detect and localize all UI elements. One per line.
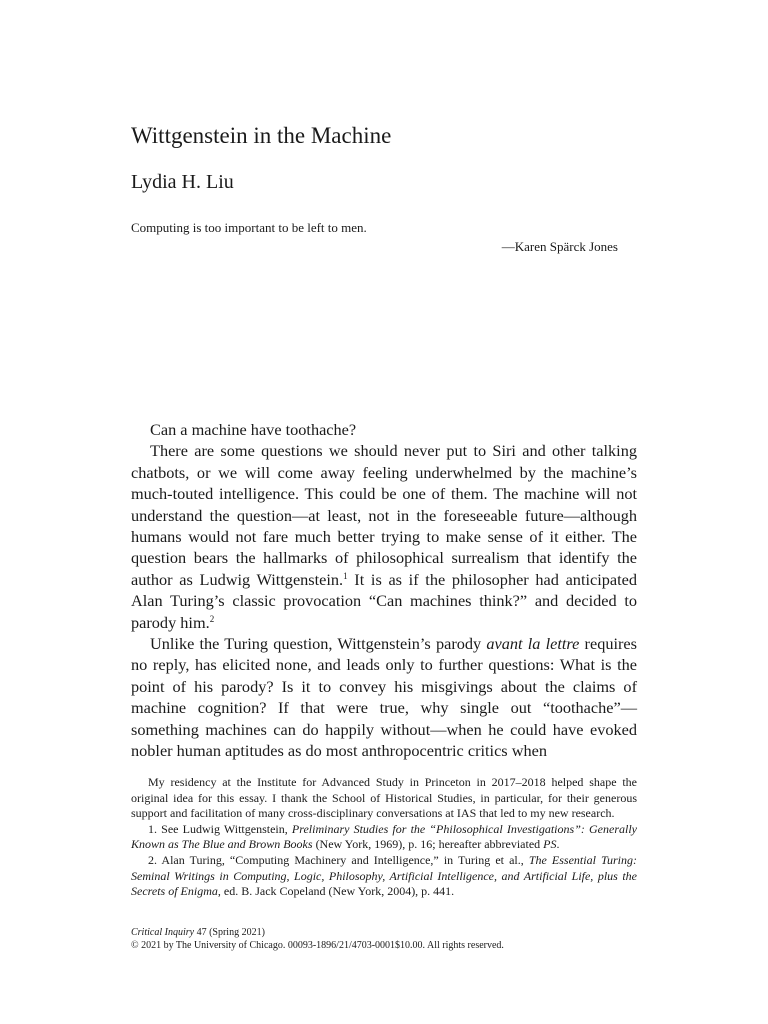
body-paragraph-2 bbox=[131, 440, 637, 633]
body-paragraph-3 bbox=[131, 633, 637, 761]
epigraph-quote: Computing is too important to be left to men. bbox=[131, 220, 367, 235]
footnote-2-end: , ed. B. Jack Copeland (New York, 2004), p. 441. bbox=[217, 884, 455, 899]
footnote-ref-1[interactable]: 1 bbox=[343, 570, 348, 581]
epigraph bbox=[131, 219, 618, 255]
article-body bbox=[131, 419, 637, 762]
footnote-1-prefix: 1. See Ludwig Wittgenstein, bbox=[148, 821, 292, 836]
body-paragraph-3-text: Unlike the Turing question, Wittgenstein’s parody bbox=[150, 634, 487, 654]
footnote-2-title: The Essential Turing: Seminal Writings in Computing, Logic, Philosophy, Artificial Intelligence, and Artificial Life, plus the Secrets of Enigma bbox=[131, 852, 637, 899]
footnote-1-middle: (New York, 1969), p. 16; hereafter abbreviated bbox=[312, 837, 544, 852]
footnotes bbox=[131, 775, 637, 900]
journal-issue: 47 (Spring 2021) bbox=[194, 927, 265, 938]
body-paragraph-2-text: There are some questions we should never put to Siri and other talking chatbots, or we will come away feeling underwhelmed by the machine’s much-touted intelligence. This could be one of them. The machine will not understand the question—at least, not in the foreseeable future—although humans would not fare much better trying to make sense of it either. The question bears the hallmarks of philosophical surrealism that identify the author as Ludwig Wittgenstein. bbox=[131, 441, 637, 589]
journal-citation bbox=[131, 926, 637, 939]
acknowledgment-note: My residency at the Institute for Advanced Study in Princeton in 2017–2018 helped shape the original idea for this essay. I thank the School of Historical Studies, in particular, for their generous support and facilitation of many cross-disciplinary conversations at IAS that led to my new research. bbox=[131, 775, 637, 821]
page-footer bbox=[131, 926, 637, 952]
footnote-1-abbreviation: PS bbox=[543, 837, 557, 852]
footnote-2-prefix: 2. Alan Turing, “Computing Machinery and Intelligence,” in Turing et al., bbox=[148, 852, 529, 867]
article-author: Lydia H. Liu bbox=[131, 171, 234, 193]
footnote-ref-2[interactable]: 2 bbox=[209, 613, 215, 624]
footnote-1 bbox=[131, 822, 637, 853]
body-paragraph-2-text-cont: It is as if the philosopher had anticipated Alan Turing’s classic provocation “Can machines think?” and decided to parody him. bbox=[131, 569, 637, 632]
epigraph-attribution: —Karen Spärck Jones bbox=[501, 239, 618, 254]
body-paragraph-3-text-cont: requires no reply, has elicited none, and leads only to further questions: What is the point of his parody? Is it to convey his misgivings about the claims of machine cognition? If that were true, why single out “toothache”—something machines can do happily without—when he could have evoked nobler human aptitudes as do most anthropocentric critics when bbox=[131, 634, 637, 761]
body-paragraph-3-italic: avant la lettre bbox=[486, 634, 580, 654]
article-title: Wittgenstein in the Machine bbox=[131, 123, 392, 148]
body-paragraph-1: Can a machine have toothache? bbox=[150, 420, 357, 439]
footnote-2 bbox=[131, 853, 637, 900]
copyright-line: © 2021 by The University of Chicago. 00093-1896/21/4703-0001$10.00. All rights reserved. bbox=[131, 940, 504, 951]
footnote-1-title: Preliminary Studies for the “Philosophical Investigations”: Generally Known as The Blue and Brown Books bbox=[131, 821, 637, 852]
footnote-1-end: . bbox=[556, 837, 560, 852]
journal-name: Critical Inquiry bbox=[131, 927, 195, 938]
